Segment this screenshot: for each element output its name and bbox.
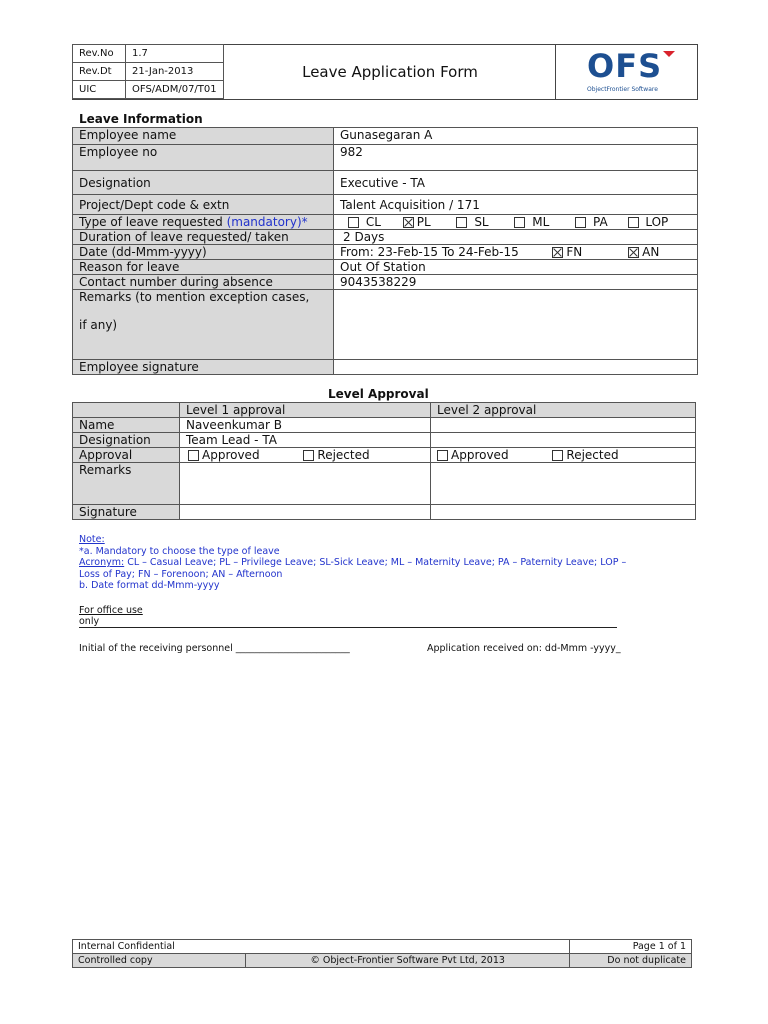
level2-remarks[interactable] [431,463,696,505]
level2-designation[interactable] [431,433,696,448]
leave-info-title: Leave Information [79,112,203,126]
remarks-field[interactable] [334,290,698,360]
level1-approval [180,448,431,463]
leave-option-lop[interactable] [628,215,669,229]
note-title: Note: [79,534,105,545]
checkbox-icon[interactable] [303,450,314,461]
contact-label: Contact number during absence [73,275,334,290]
footer-dnd: Do not duplicate [570,954,692,968]
office-use-divider [79,627,617,628]
leave-option-label: CL [365,215,381,229]
note-acronym [79,557,699,569]
project-label: Project/Dept code & extn [73,195,334,215]
uic-label: UIC [73,81,126,99]
footer-copyright: © Object-Frontier Software Pvt Ltd, 2013 [246,954,570,968]
leave-info-table [72,127,698,375]
date-an-option[interactable] [628,245,659,259]
checkbox-icon[interactable] [188,450,199,461]
leave-option-cl[interactable] [348,215,381,229]
remarks-label-line1: Remarks (to mention exception cases, [79,290,310,304]
approval-label: Approval [73,448,180,463]
leave-option-pa[interactable] [575,215,608,229]
rev-no-label: Rev.No [73,45,126,63]
checked-checkbox-icon[interactable] [628,247,639,258]
rejected-label: Rejected [566,448,619,462]
checkbox-icon[interactable] [437,450,448,461]
initial-receiving-label: Initial of the receiving personnel ________________________ [79,643,350,654]
rev-dt-value: 21-Jan-2013 [126,63,224,81]
logo-text: OFS [587,47,663,85]
date-value-cell [334,245,698,260]
reason-label: Reason for leave [73,260,334,275]
application-received-label: Application received on: dd-Mmm -yyyy_ [427,643,621,654]
designation-label: Designation [73,171,334,195]
level1-rejected-option[interactable] [303,448,369,462]
leave-type-text: Type of leave requested [79,215,223,229]
logo-subtext: ObjectFrontier Software [587,86,658,93]
checked-checkbox-icon[interactable] [552,247,563,258]
employee-signature-field[interactable] [334,360,698,375]
leave-option-label: PA [592,215,608,229]
note-line-b: b. Date format dd-Mmm-yyyy [79,580,220,591]
level1-remarks[interactable] [180,463,431,505]
leave-option-label: ML [532,215,550,229]
note-block [79,534,699,592]
approved-label: Approved [202,448,260,462]
leave-type-label [73,215,334,230]
level1-signature[interactable] [180,505,431,520]
checkbox-icon[interactable] [552,450,563,461]
level2-signature[interactable] [431,505,696,520]
an-label: AN [642,245,660,259]
form-title: Leave Application Form [225,45,556,99]
remarks-label-line2: if any) [79,318,118,332]
employee-signature-label: Employee signature [73,360,334,375]
remarks-label [73,290,334,360]
designation-value: Executive - TA [334,171,698,195]
office-use-label: For office use [79,605,143,616]
date-label: Date (dd-Mmm-yyyy) [73,245,334,260]
checkbox-icon[interactable] [456,217,467,228]
leave-option-label: SL [474,215,489,229]
level1-approved-option[interactable] [188,448,260,462]
approval-remarks-label: Remarks [73,463,180,505]
footer-controlled: Controlled copy [73,954,246,968]
contact-value: 9043538229 [334,275,698,290]
checked-checkbox-icon[interactable] [403,217,414,228]
note-acronym-cont: Loss of Pay; FN – Forenoon; AN – Afternoon [79,568,283,580]
rev-no-value: 1.7 [126,45,224,63]
approval-table [72,402,696,520]
uic-value: OFS/ADM/07/T01 [126,81,224,99]
checkbox-icon[interactable] [514,217,525,228]
leave-option-sl[interactable] [456,215,488,229]
date-fn-option[interactable] [552,245,582,259]
approval-designation-label: Designation [73,433,180,448]
note-line-a: *a. Mandatory to choose the type of leave [79,545,280,557]
mandatory-marker: (mandatory)* [226,215,308,229]
document-header [72,44,698,100]
level2-approved-option[interactable] [437,448,509,462]
footer-table [72,939,692,968]
checkbox-icon[interactable] [348,217,359,228]
employee-no-label: Employee no [73,145,334,171]
employee-name-label: Employee name [73,128,334,145]
acronym-text: CL – Casual Leave; PL – Privilege Leave; SL-Sick Leave; ML – Maternity Leave; PA – Paternity Leave; LOP – [124,557,627,568]
level1-designation: Team Lead - TA [180,433,431,448]
approval-signature-label: Signature [73,505,180,520]
level2-name[interactable] [431,418,696,433]
rejected-label: Rejected [317,448,370,462]
leave-option-pl[interactable] [403,215,431,229]
checkbox-icon[interactable] [575,217,586,228]
rev-dt-label: Rev.Dt [73,63,126,81]
approved-label: Approved [451,448,509,462]
level1-header: Level 1 approval [180,403,431,418]
level1-name: Naveenkumar B [180,418,431,433]
office-use-label-2: only [79,616,100,627]
reason-value: Out Of Station [334,260,698,275]
ofs-logo [557,45,697,99]
duration-value: 2 Days [334,230,698,245]
employee-no-value: 982 [334,145,698,171]
name-label: Name [73,418,180,433]
checkbox-icon[interactable] [628,217,639,228]
approval-corner [73,403,180,418]
leave-option-label: PL [416,215,431,229]
logo-accent-icon [663,51,675,57]
employee-name-value: Gunasegaran A [334,128,698,145]
leave-type-options [334,215,698,230]
level2-rejected-option[interactable] [552,448,618,462]
fn-label: FN [566,245,583,259]
acronym-label: Acronym: [79,557,125,568]
level2-header: Level 2 approval [431,403,696,418]
revision-table [72,44,224,99]
duration-label: Duration of leave requested/ taken [73,230,334,245]
footer-internal: Internal Confidential [73,940,570,954]
project-value: Talent Acquisition / 171 [334,195,698,215]
footer-page: Page 1 of 1 [570,940,692,954]
leave-option-label: LOP [645,215,669,229]
approval-title: Level Approval [328,387,429,401]
date-range: From: 23-Feb-15 To 24-Feb-15 [340,245,519,259]
leave-option-ml[interactable] [514,215,549,229]
level2-approval [431,448,696,463]
